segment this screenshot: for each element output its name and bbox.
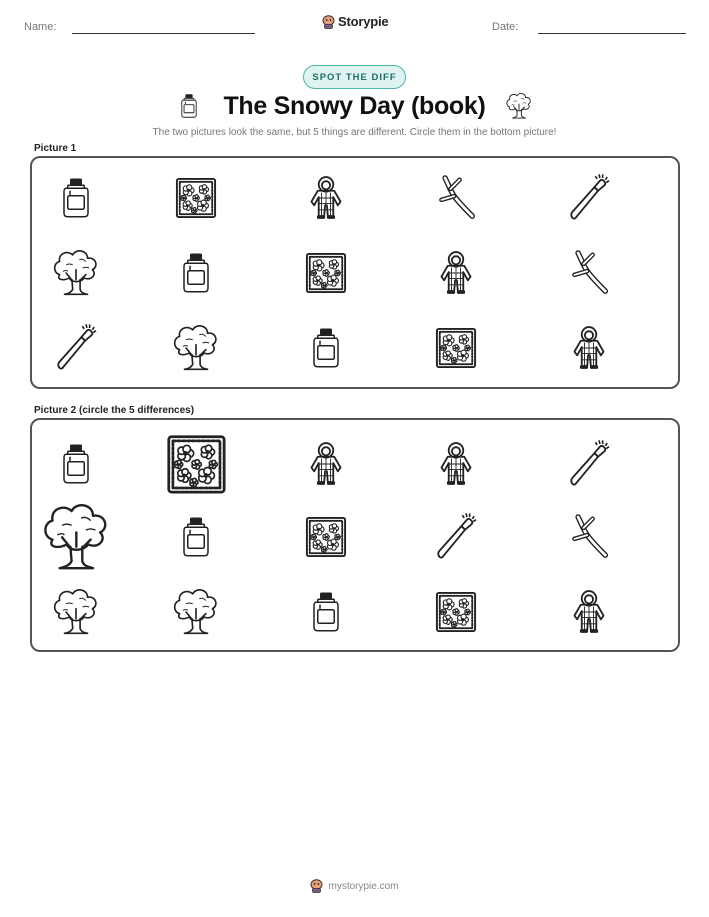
date-label: Date: <box>492 21 519 33</box>
flower-quilt-item[interactable] <box>166 434 227 495</box>
snowsuit-item[interactable] <box>569 590 609 634</box>
ink-bottle-icon <box>181 252 211 294</box>
ink-bottle-item <box>181 252 211 294</box>
ink-bottle-item[interactable] <box>181 516 211 558</box>
tree-item[interactable] <box>173 587 219 637</box>
snowsuit-item[interactable] <box>306 442 346 486</box>
flower-quilt-icon <box>166 434 227 495</box>
name-line[interactable] <box>72 33 255 34</box>
date-line[interactable] <box>538 33 686 34</box>
footer-url[interactable]: mystorypie.com <box>328 880 399 892</box>
tree-item <box>173 323 219 373</box>
brand-name: Storypie <box>338 14 389 29</box>
snowsuit-icon <box>436 442 476 486</box>
stick-icon <box>569 515 609 559</box>
snowsuit-icon <box>306 442 346 486</box>
stick-icon <box>569 251 609 295</box>
toothbrush-item <box>56 326 96 370</box>
flower-quilt-icon <box>175 177 217 219</box>
ink-bottle-icon <box>311 591 341 633</box>
tree-icon <box>173 323 219 373</box>
flower-quilt-item <box>435 327 477 369</box>
stick-item <box>436 176 476 220</box>
ink-bottle-icon <box>61 177 91 219</box>
toothbrush-icon <box>436 515 476 559</box>
storypie-mascot-icon <box>310 879 323 893</box>
flower-quilt-icon <box>305 516 347 558</box>
flower-quilt-item <box>305 252 347 294</box>
toothbrush-item <box>569 176 609 220</box>
snowsuit-icon <box>306 176 346 220</box>
flower-quilt-item[interactable] <box>435 591 477 633</box>
spot-the-diff-badge: SPOT THE DIFF <box>303 65 406 89</box>
flower-quilt-icon <box>435 327 477 369</box>
toothbrush-item[interactable] <box>569 442 609 486</box>
tree-item[interactable] <box>43 501 110 574</box>
ink-bottle-item <box>61 177 91 219</box>
stick-item <box>569 251 609 295</box>
tree-icon <box>173 587 219 637</box>
tree-icon <box>53 248 99 298</box>
tree-icon <box>53 587 99 637</box>
brand-logo <box>322 14 388 29</box>
ink-bottle-icon <box>181 516 211 558</box>
toothbrush-icon <box>569 442 609 486</box>
picture-1-panel <box>30 156 680 389</box>
toothbrush-icon <box>569 176 609 220</box>
flower-quilt-item[interactable] <box>305 516 347 558</box>
tree-icon <box>506 91 532 121</box>
snowsuit-item <box>306 176 346 220</box>
flower-quilt-item <box>175 177 217 219</box>
snowsuit-item <box>569 326 609 370</box>
instructions-text: The two pictures look the same, but 5 things are different. Circle them in the bottom picture! <box>152 127 557 138</box>
snowsuit-item <box>436 251 476 295</box>
ink-bottle-item <box>311 327 341 369</box>
snowsuit-icon <box>436 251 476 295</box>
ink-bottle-icon <box>311 327 341 369</box>
picture-2-label: Picture 2 (circle the 5 differences) <box>34 405 195 416</box>
snowsuit-icon <box>569 590 609 634</box>
stick-icon <box>436 176 476 220</box>
picture-2-panel[interactable] <box>30 418 680 652</box>
picture-1-label: Picture 1 <box>34 143 77 154</box>
snowsuit-icon <box>569 326 609 370</box>
ink-bottle-item[interactable] <box>61 443 91 485</box>
tree-item[interactable] <box>53 587 99 637</box>
ink-bottle-item[interactable] <box>311 591 341 633</box>
footer <box>0 879 709 893</box>
name-label: Name: <box>24 21 57 33</box>
snowsuit-item[interactable] <box>436 442 476 486</box>
storypie-mascot-icon <box>322 15 335 29</box>
flower-quilt-icon <box>435 591 477 633</box>
stick-item[interactable] <box>569 515 609 559</box>
tree-icon <box>43 501 110 574</box>
ink-bottle-icon <box>61 443 91 485</box>
toothbrush-item[interactable] <box>436 515 476 559</box>
tree-item <box>53 248 99 298</box>
toothbrush-icon <box>56 326 96 370</box>
flower-quilt-icon <box>305 252 347 294</box>
page-title: The Snowy Day (book) <box>223 92 486 120</box>
